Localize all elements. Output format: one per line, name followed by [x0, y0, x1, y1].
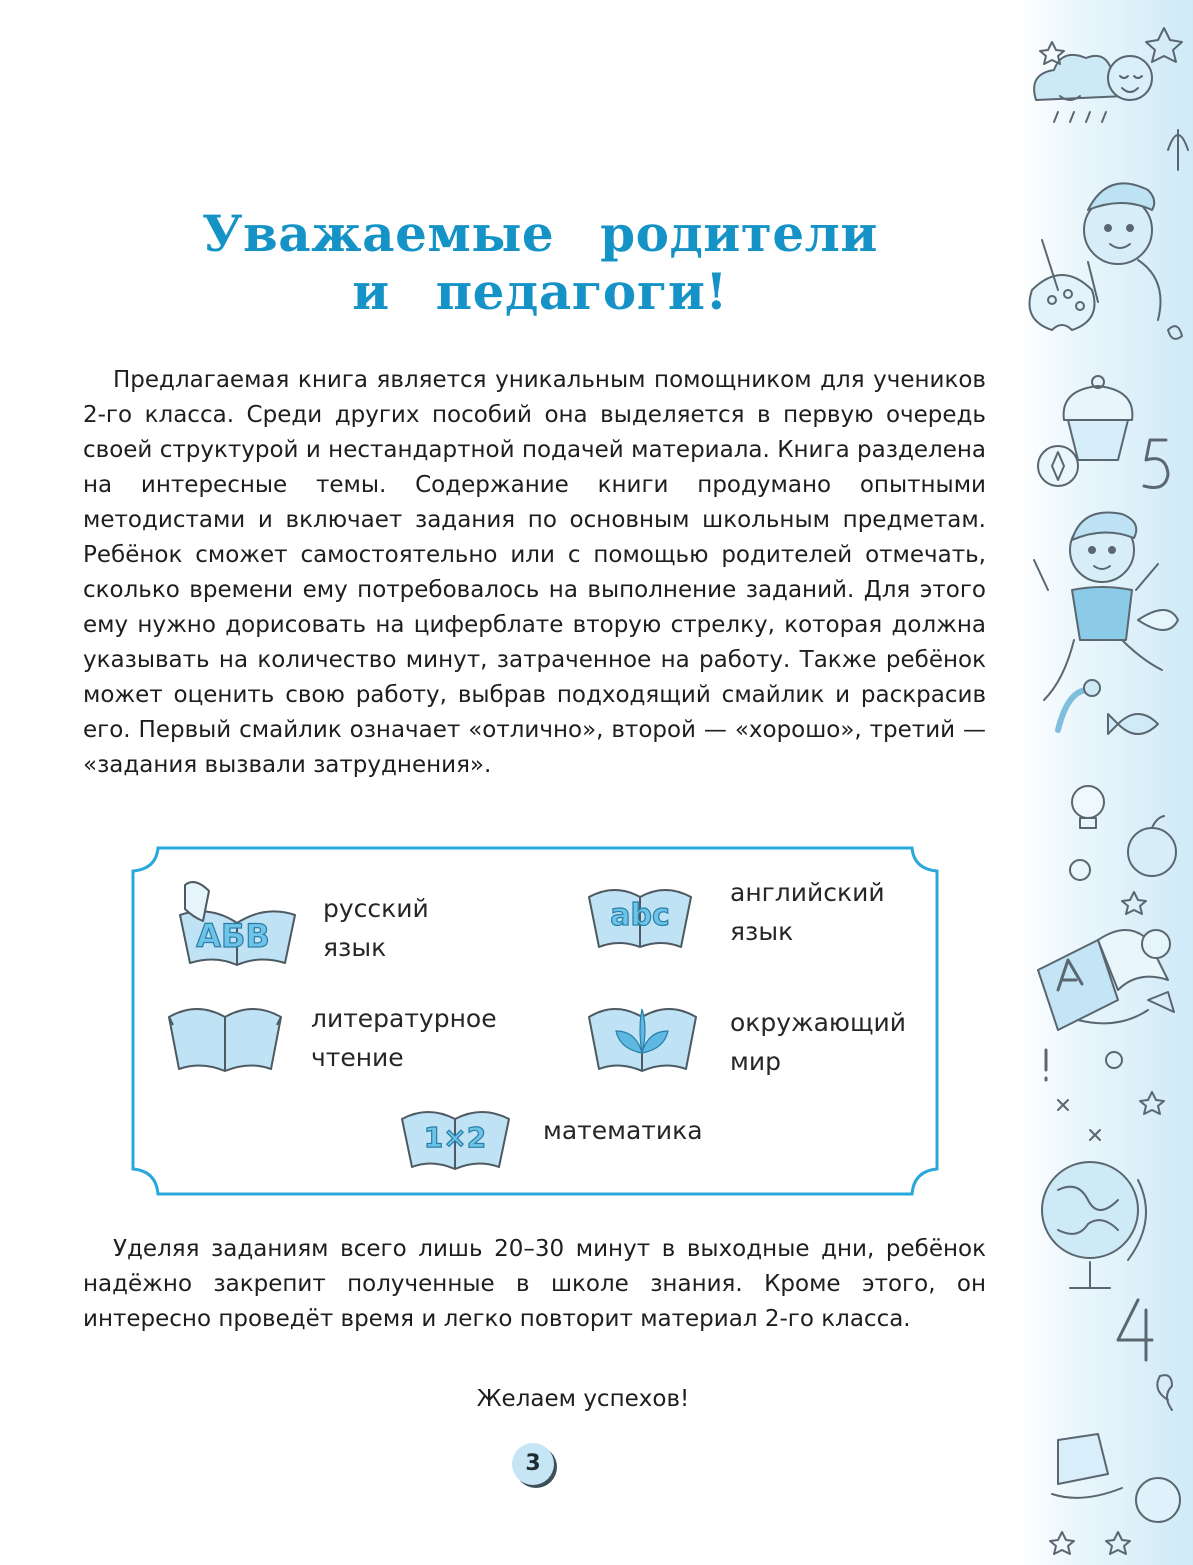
label-world: окружающий мир — [730, 1008, 906, 1076]
world-book-icon — [585, 997, 700, 1077]
label-literature: литературное чтение — [311, 1004, 497, 1072]
subject-legend — [130, 845, 940, 1197]
label-russian: русский язык — [323, 894, 429, 962]
math-book-icon — [398, 1103, 513, 1173]
decorative-doodle-strip — [1018, 0, 1193, 1565]
doodle-illustrations — [1018, 0, 1193, 1565]
math-icon-letters: 1×2 — [423, 1121, 487, 1154]
outro-paragraph: Уделяя заданиям всего лишь 20–30 минут в выходные дни, ребёнок надёжно закрепит полученные в школе знания. Кроме этого, он интересно проведёт время и легко повторит материал 2-го класса. — [83, 1236, 986, 1332]
english-book-icon — [585, 877, 695, 952]
page-title — [80, 205, 1000, 321]
label-english: английский язык — [730, 878, 885, 946]
english-icon-letters: abc — [610, 898, 670, 933]
intro-paragraph: Предлагаемая книга является уникальным помощником для учеников 2-го класса. Среди других пособий она выделяется в первую очередь своей структурой и нестандартной подачей материала. Книга разделена на интересные темы. Содержание книги продумано опытными методистами и включает задания по основным школьным предметам. Ребёнок сможет самостоятельно или с помощью родителей отмечать, сколько времени ему потребовалось на выполнение заданий. Для этого ему нужно дорисовать на циферблате вторую стрелку, которая должна указывать на количество минут, затраченное на работу. Также ребёнок может оценить свою работу, выбрав подходящий смайлик и раскрасив его. Первый смайлик означает «отлично», второй — «хорошо», третий — «задания вызвали затруднения». — [83, 367, 986, 778]
russian-icon-letters: АБВ — [196, 917, 270, 955]
russian-book-icon — [175, 875, 305, 970]
literature-book-icon — [165, 997, 285, 1077]
title-line-2: и педагоги! — [352, 262, 728, 321]
label-math: математика — [543, 1116, 703, 1145]
page-number: 3 — [512, 1443, 554, 1485]
closing-wish: Желаем успехов! — [476, 1386, 690, 1412]
title-line-1: Уважаемые родители — [201, 204, 879, 263]
